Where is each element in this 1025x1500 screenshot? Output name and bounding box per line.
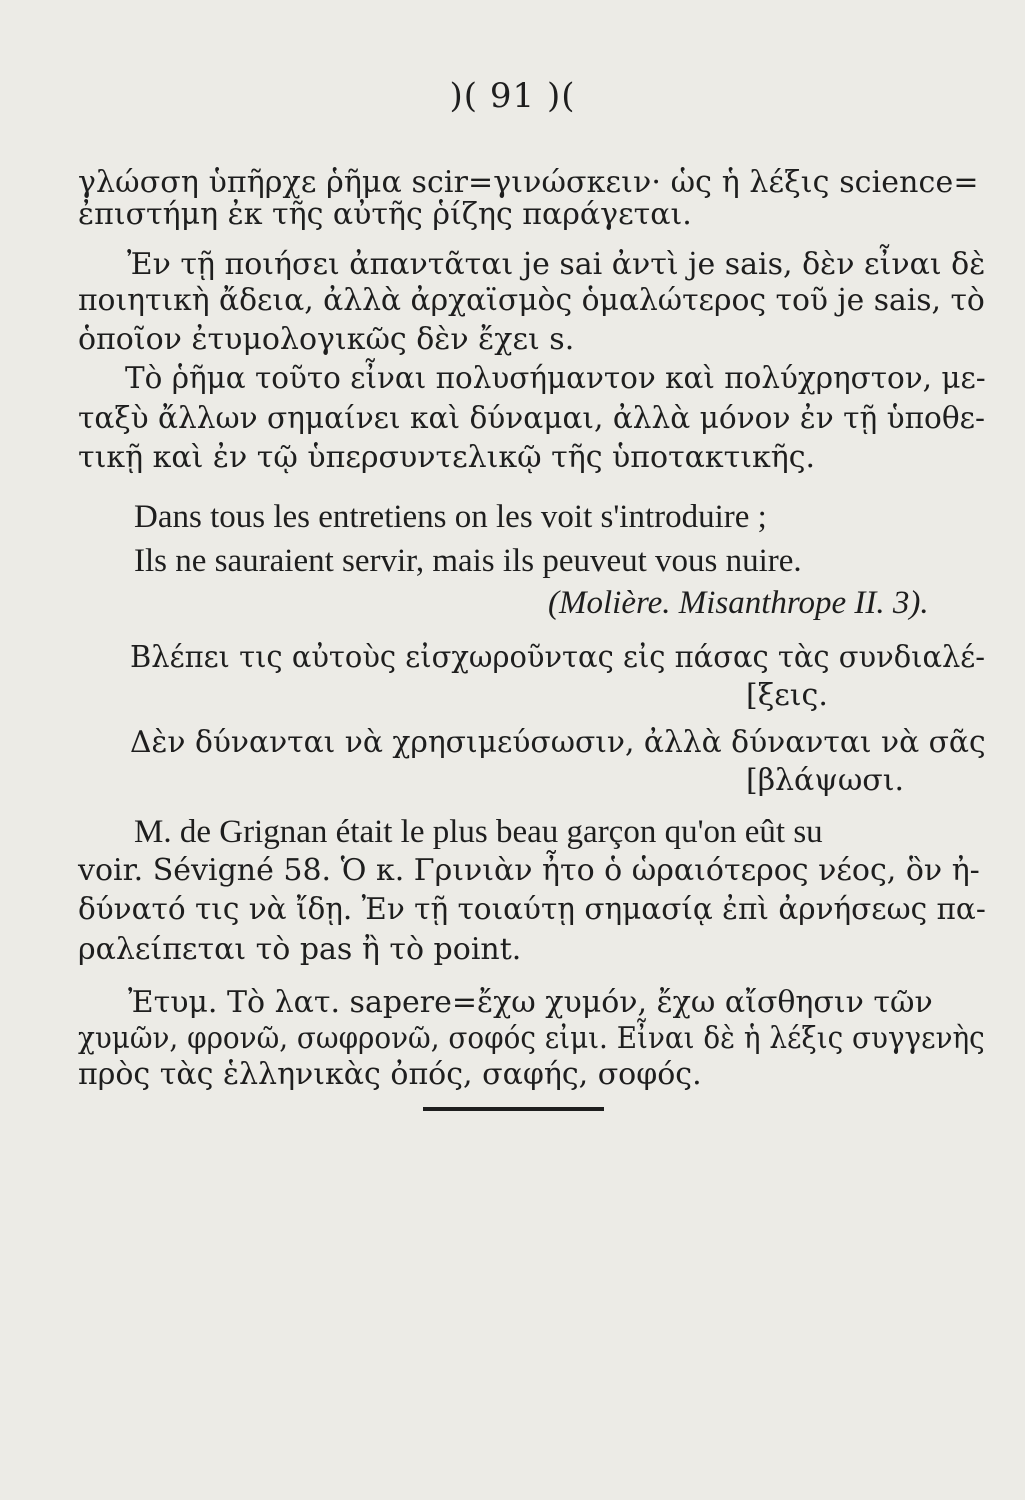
text-line: Ἐν τῇ ποιήσει ἀπαντᾶται je sai ἀντὶ je sais, δὲν εἶναι δὲ (127, 247, 986, 282)
verse-line: Ils ne sauraient servir, mais ils peuveut vous nuire. (134, 543, 802, 579)
text-line: ἐπιστήμη ἐκ τῆς αὐτῆς ῥίζης παράγεται. (78, 197, 692, 232)
text-line: voir. Sévigné 58. Ὁ κ. Γρινιὰν ἦτο ὁ ὡραιότερος νέος, ὃν ἠ- (78, 853, 980, 888)
text-line: ποιητικὴ ἄδεια, ἀλλὰ ἀρχαϊσμὸς ὁμαλώτερος τοῦ je sais, τὸ (78, 283, 985, 318)
section-divider (423, 1107, 604, 1111)
text-line: Τὸ ῥῆμα τοῦτο εἶναι πολυσήμαντον καὶ πολύχρηστον, με- (125, 361, 986, 396)
page-number: )( 91 )( (449, 76, 576, 116)
text-line: Ἐτυμ. Τὸ λατ. sapere=ἔχω χυμόν, ἔχω αἴσθησιν τῶν (128, 985, 933, 1020)
text-line: δύνατό τις νὰ ἴδῃ. Ἐν τῇ τοιαύτῃ σημασίᾳ ἐπὶ ἀρνήσεως πα- (78, 892, 986, 927)
text-line: τικῇ καὶ ἐν τῷ ὑπερσυντελικῷ τῆς ὑποτακτικῆς. (78, 440, 816, 475)
text-line: Βλέπει τις αὐτοὺς εἰσχωροῦντας εἰς πάσας τὰς συνδιαλέ- (130, 640, 986, 675)
text-line: ὁποῖον ἐτυμολογικῶς δὲν ἔχει s. (78, 322, 575, 357)
verse-line: Dans tous les entretiens on les voit s'introduire ; (134, 499, 767, 535)
text-line: Δὲν δύνανται νὰ χρησιμεύσωσιν, ἀλλὰ δύνανται νὰ σᾶς (130, 725, 986, 760)
text-line: πρὸς τὰς ἑλληνικὰς ὀπός, σαφής, σοφός. (78, 1057, 702, 1092)
text-line: γλώσση ὑπῆρχε ῥῆμα scir=γινώσκειν· ὡς ἡ λέξις science= (78, 165, 979, 200)
text-line: ραλείπεται τὸ pas ἢ τὸ point. (78, 932, 522, 967)
text-line: ταξὺ ἄλλων σημαίνει καὶ δύναμαι, ἀλλὰ μόνον ἐν τῇ ὑποθε- (78, 401, 985, 436)
text-line: [ξεις. (746, 678, 828, 713)
text-line: [βλάψωσι. (746, 763, 905, 798)
text-line: χυμῶν, φρονῶ, σωφρονῶ, σοφός εἰμι. Εἶναι δὲ ἡ λέξις συγγενὴς (78, 1021, 985, 1056)
text-line: M. de Grignan était le plus beau garçon qu'on eût su (134, 814, 823, 850)
verse-citation: (Molière. Misanthrope II. 3). (548, 585, 929, 621)
